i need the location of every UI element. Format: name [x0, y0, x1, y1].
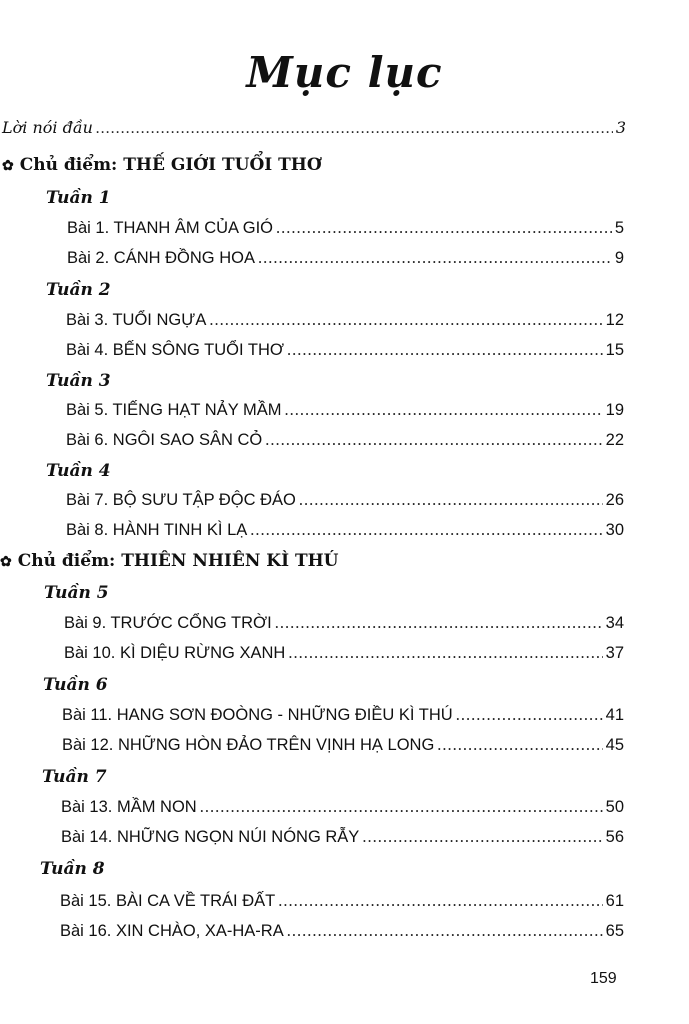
toc-entry-label: Bài 4. BẾN SÔNG TUỔI THƠ: [66, 341, 285, 359]
dot-leader: [275, 613, 603, 633]
toc-entry-label: Bài 8. HÀNH TINH KÌ LẠ: [66, 521, 248, 539]
toc-entry-page: 22: [605, 431, 624, 449]
toc-entry-lesson-3[interactable]: [66, 310, 624, 330]
toc-entry-page: 37: [605, 644, 624, 662]
toc-entry-label: Bài 3. TUỔI NGỰA: [66, 311, 207, 329]
toc-entry-label: Bài 2. CÁNH ĐỒNG HOA: [67, 249, 255, 267]
dot-leader: [258, 248, 612, 268]
toc-entry-page: 65: [605, 922, 624, 940]
toc-entry-page: 61: [605, 892, 624, 910]
toc-entry-lesson-8[interactable]: [66, 520, 624, 540]
toc-entry-label: Bài 6. NGÔI SAO SÂN CỎ: [66, 431, 263, 449]
toc-entry-label: Lời nói đầu: [2, 118, 93, 137]
toc-entry-page: 3: [615, 118, 626, 137]
toc-entry-page: 30: [605, 521, 624, 539]
week-heading-8: Tuần 8: [40, 859, 105, 879]
week-heading-3: Tuần 3: [46, 371, 111, 391]
toc-entry-label: Bài 7. BỘ SƯU TẬP ĐỘC ĐÁO: [66, 491, 296, 509]
toc-entry-lesson-7[interactable]: [66, 490, 624, 510]
toc-entry-page: 19: [605, 401, 624, 419]
dot-leader: [288, 643, 602, 663]
week-heading-4: Tuần 4: [46, 461, 111, 481]
toc-entry-page: 9: [614, 249, 624, 267]
week-heading-5: Tuần 5: [44, 583, 109, 603]
page-number: 159: [590, 970, 617, 987]
toc-entry-lesson-12[interactable]: [62, 735, 624, 755]
toc-entry-lesson-10[interactable]: [64, 643, 624, 663]
dot-leader: [96, 120, 613, 138]
toc-entry-page: 15: [605, 341, 624, 359]
toc-entry-page: 34: [605, 614, 624, 632]
toc-entry-page: 45: [605, 736, 624, 754]
toc-entry-page: 26: [605, 491, 624, 509]
toc-entry-lesson-11[interactable]: [62, 705, 624, 725]
toc-entry-label: Bài 11. HANG SƠN ĐOÒNG - NHỮNG ĐIỀU KÌ THÚ: [62, 706, 453, 724]
dot-leader: [287, 340, 603, 360]
toc-entry-label: Bài 10. KÌ DIỆU RỪNG XANH: [64, 644, 286, 662]
dot-leader: [200, 797, 603, 817]
dot-leader: [437, 735, 602, 755]
toc-entry-page: 56: [605, 828, 624, 846]
toc-entry-lesson-13[interactable]: [61, 797, 624, 817]
dot-leader: [284, 400, 602, 420]
dot-leader: [299, 490, 603, 510]
theme-label: Chủ điểm: THẾ GIỚI TUỔI THƠ: [19, 155, 322, 175]
dot-leader: [456, 705, 603, 725]
toc-entry-label: Bài 14. NHỮNG NGỌN NÚI NÓNG RẪY: [61, 828, 360, 846]
toc-entry-page: 12: [605, 311, 624, 329]
flower-icon: ✿: [0, 554, 12, 570]
toc-entry-lesson-5[interactable]: [66, 400, 624, 420]
week-heading-2: Tuần 2: [46, 280, 111, 300]
toc-entry-page: 50: [605, 798, 624, 816]
dot-leader: [209, 310, 602, 330]
flower-icon: ✿: [2, 158, 14, 174]
page-title: Mục lục: [246, 48, 443, 97]
toc-entry-label: Bài 12. NHỮNG HÒN ĐẢO TRÊN VỊNH HẠ LONG: [62, 736, 435, 754]
toc-entry-label: Bài 9. TRƯỚC CỔNG TRỜI: [64, 614, 272, 632]
toc-entry-lesson-9[interactable]: [64, 613, 624, 633]
week-heading-6: Tuần 6: [43, 675, 108, 695]
toc-theme-1: [2, 155, 322, 175]
toc-entry-page: 5: [614, 219, 624, 237]
week-heading-7: Tuần 7: [42, 767, 107, 787]
toc-entry-page: 41: [605, 706, 624, 724]
toc-entry-lesson-4[interactable]: [66, 340, 624, 360]
week-heading-1: Tuần 1: [46, 188, 111, 208]
toc-entry-lesson-6[interactable]: [66, 430, 624, 450]
dot-leader: [276, 218, 612, 238]
toc-entry-label: Bài 15. BÀI CA VỀ TRÁI ĐẤT: [60, 892, 276, 910]
dot-leader: [250, 520, 602, 540]
toc-entry-label: Bài 13. MẦM NON: [61, 798, 197, 816]
dot-leader: [278, 891, 602, 911]
toc-theme-2: [0, 551, 338, 571]
toc-entry-lesson-1[interactable]: [67, 218, 624, 238]
toc-entry-label: Bài 1. THANH ÂM CỦA GIÓ: [67, 219, 273, 237]
toc-entry-lesson-2[interactable]: [67, 248, 624, 268]
toc-entry-lesson-15[interactable]: [60, 891, 624, 911]
dot-leader: [265, 430, 602, 450]
toc-entry-preface[interactable]: [2, 118, 626, 138]
dot-leader: [362, 827, 602, 847]
theme-label: Chủ điểm: THIÊN NHIÊN KÌ THÚ: [17, 551, 339, 571]
toc-entry-lesson-14[interactable]: [61, 827, 624, 847]
dot-leader: [287, 921, 603, 941]
toc-entry-lesson-16[interactable]: [60, 921, 624, 941]
toc-entry-label: Bài 16. XIN CHÀO, XA-HA-RA: [60, 922, 284, 940]
toc-entry-label: Bài 5. TIẾNG HẠT NẢY MẦM: [66, 401, 282, 419]
